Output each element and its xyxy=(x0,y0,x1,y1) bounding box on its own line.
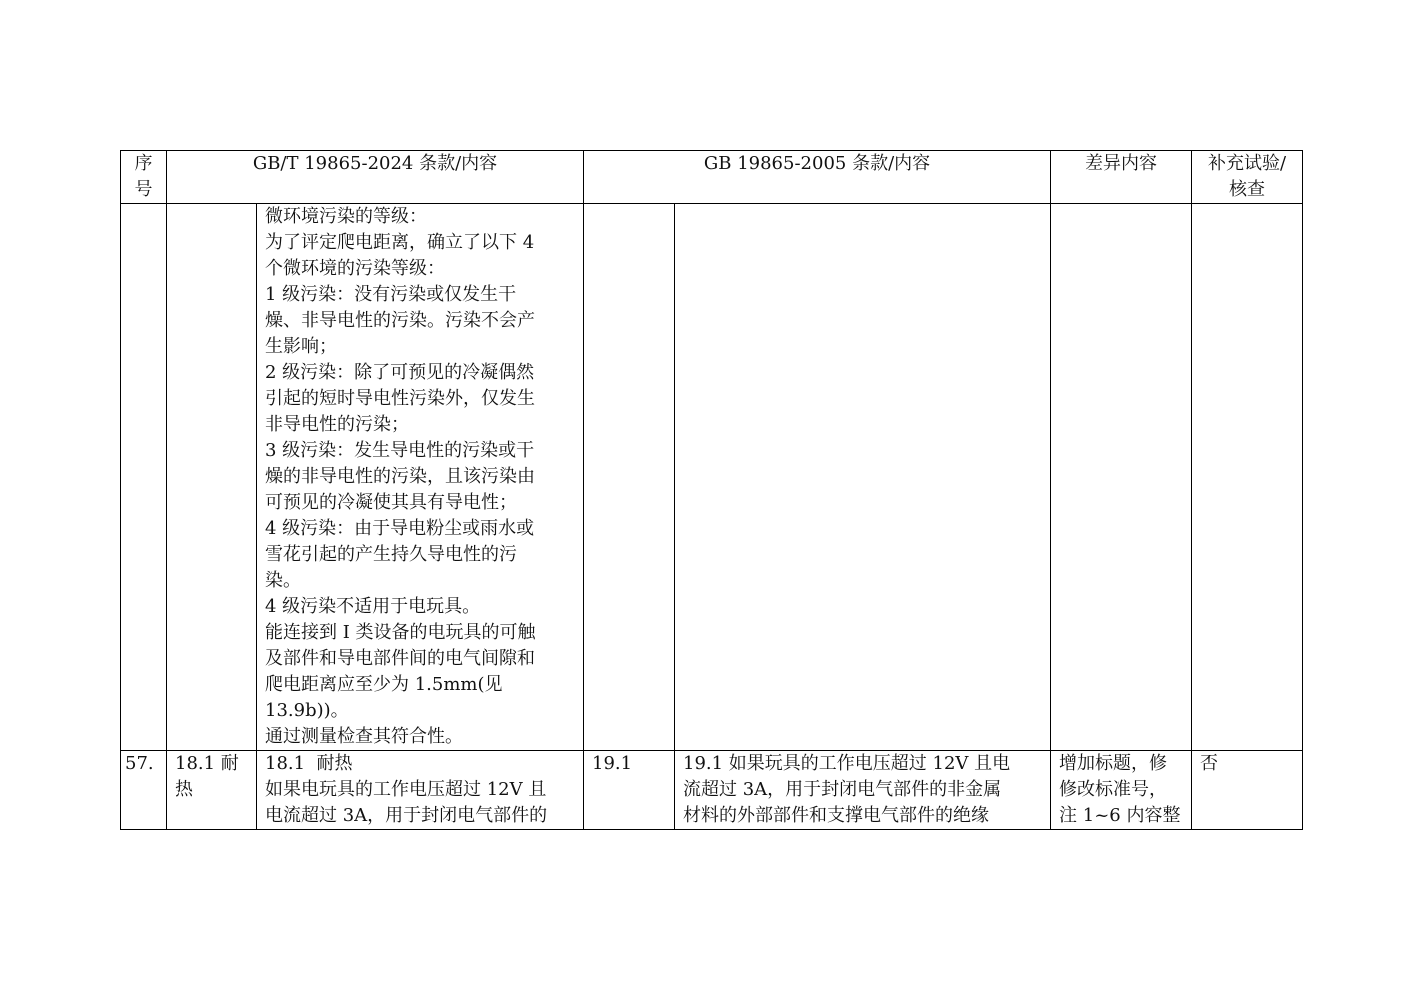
new-content-cell xyxy=(257,751,584,830)
content-line: 3 级污染：发生导电性的污染或干 xyxy=(265,440,535,461)
old-content-cell xyxy=(675,204,1051,751)
header-seq-line: 序 xyxy=(134,153,153,174)
content-line: 雪花引起的产生持久导电性的污 xyxy=(265,544,517,565)
table-row xyxy=(121,751,1303,830)
content-line: 电流超过 3A，用于封闭电气部件的 xyxy=(265,805,548,826)
content-line: 为了评定爬电距离，确立了以下 4 xyxy=(265,232,535,253)
difference-cell xyxy=(1051,751,1192,830)
content-line: 19.1 如果玩具的工作电压超过 12V 且电 xyxy=(683,753,1011,774)
header-supplement-line: 补充试验/ xyxy=(1207,153,1287,174)
header-new-standard: GB/T 19865-2024 条款/内容 xyxy=(167,151,584,204)
content-line: 染。 xyxy=(265,570,301,591)
new-content-cell xyxy=(257,204,584,751)
content-line: 4 级污染不适用于电玩具。 xyxy=(265,596,481,617)
content-line: 微环境污染的等级： xyxy=(265,206,427,227)
seq-cell: 57. xyxy=(121,751,167,830)
content-line: 非导电性的污染； xyxy=(265,414,409,435)
content-line: 流超过 3A，用于封闭电气部件的非金属 xyxy=(683,779,1002,800)
difference-cell xyxy=(1051,204,1192,751)
content-line: 如果电玩具的工作电压超过 12V 且 xyxy=(265,779,547,800)
new-clause-cell xyxy=(167,204,257,751)
content-line: 燥的非导电性的污染，且该污染由 xyxy=(265,466,535,487)
old-clause-cell xyxy=(584,204,675,751)
content-line: 材料的外部部件和支撑电气部件的绝缘 xyxy=(683,805,989,826)
header-supplement-line: 核查 xyxy=(1229,179,1266,200)
supplement-cell: 否 xyxy=(1192,751,1303,830)
comparison-table xyxy=(120,150,1303,830)
clause-line: 18.1 耐 xyxy=(175,753,239,774)
difference-line: 增加标题，修 xyxy=(1059,753,1168,774)
clause-line: 热 xyxy=(175,779,193,800)
seq-cell xyxy=(121,204,167,751)
old-content-cell xyxy=(675,751,1051,830)
header-difference: 差异内容 xyxy=(1051,151,1192,204)
supplement-cell xyxy=(1192,204,1303,751)
table-row xyxy=(121,204,1303,751)
content-line: 通过测量检查其符合性。 xyxy=(265,726,463,747)
content-line: 燥、非导电性的污染。污染不会产 xyxy=(265,310,535,331)
content-line: 18.1 耐热 xyxy=(265,753,353,774)
content-line: 生影响； xyxy=(265,336,337,357)
header-seq xyxy=(121,151,167,204)
content-line: 13.9b))。 xyxy=(265,700,349,721)
content-line: 1 级污染：没有污染或仅发生干 xyxy=(265,284,517,305)
header-old-standard: GB 19865-2005 条款/内容 xyxy=(584,151,1051,204)
old-clause-cell: 19.1 xyxy=(584,751,675,830)
header-seq-line: 号 xyxy=(134,179,153,200)
new-clause-cell xyxy=(167,751,257,830)
content-line: 4 级污染：由于导电粉尘或雨水或 xyxy=(265,518,535,539)
content-line: 能连接到 I 类设备的电玩具的可触 xyxy=(265,622,536,643)
difference-line: 注 1~6 内容整 xyxy=(1059,805,1181,826)
content-line: 及部件和导电部件间的电气间隙和 xyxy=(265,648,535,669)
table-header-row xyxy=(121,151,1303,204)
content-line: 可预见的冷凝使其具有导电性； xyxy=(265,492,517,513)
header-supplement xyxy=(1192,151,1303,204)
content-line: 个微环境的污染等级： xyxy=(265,258,445,279)
content-line: 引起的短时导电性污染外，仅发生 xyxy=(265,388,535,409)
content-line: 爬电距离应至少为 1.5mm(见 xyxy=(265,674,503,695)
content-line: 2 级污染：除了可预见的冷凝偶然 xyxy=(265,362,535,383)
difference-line: 修改标准号， xyxy=(1059,779,1168,800)
